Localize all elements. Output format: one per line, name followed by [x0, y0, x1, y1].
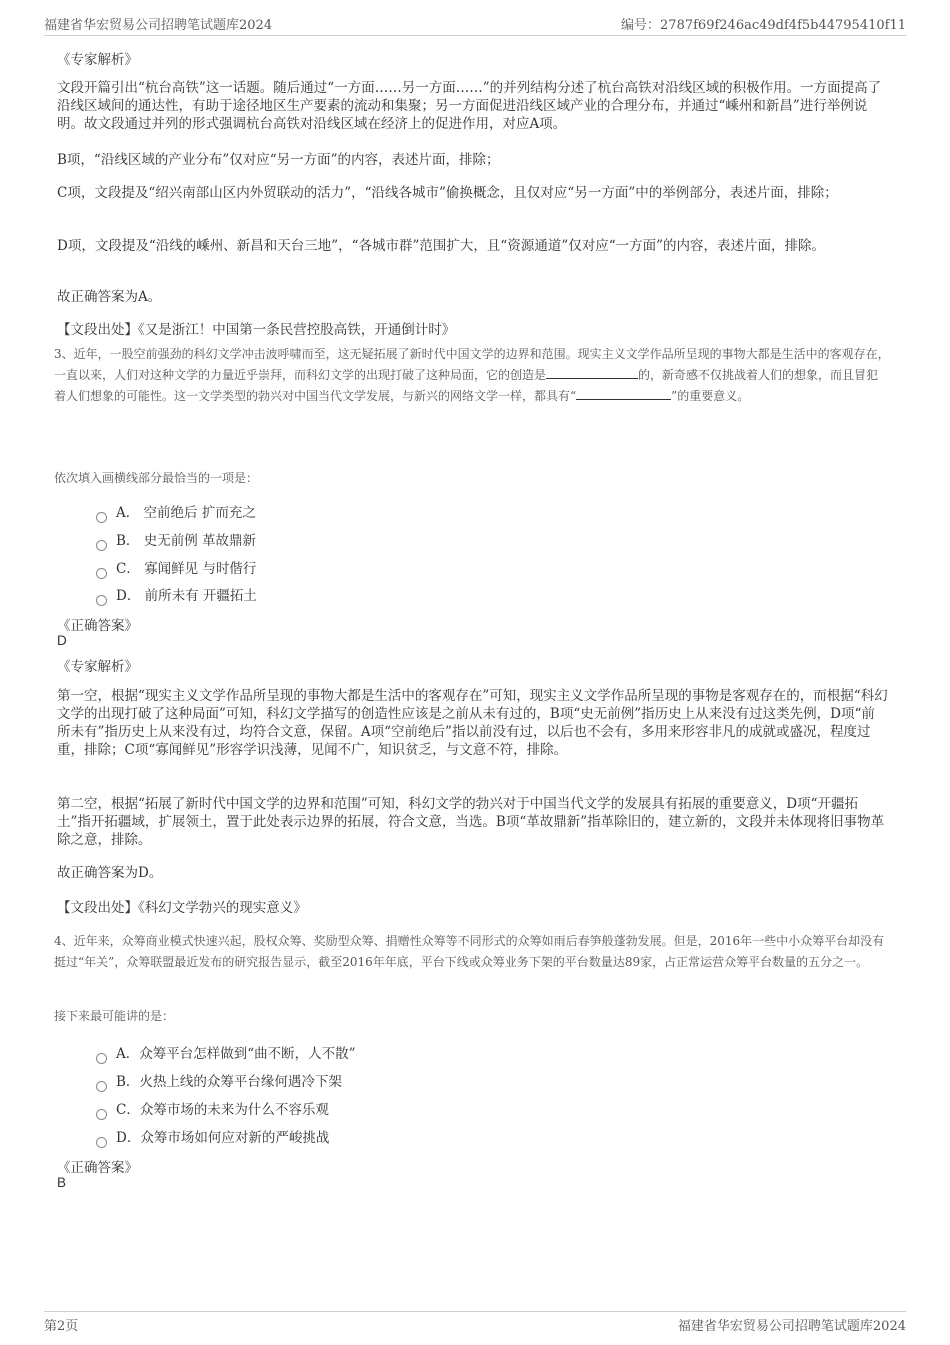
page-footer: [44, 1311, 906, 1336]
fill-blank: [576, 386, 671, 400]
q4-option-c[interactable]: [96, 1098, 329, 1118]
q3-stem-part: 3、近年，一股空前强劲的科幻文学冲击波呼啸而至，这无疑拓展了新时代中国文学的边界和范围。现实主义文学作品所呈现的事物大都是生活中的客观存在，一直以来，人们对这种文学的力量近乎崇拜，而科幻文学的出现打破了这种局面，它的创造是: [54, 347, 890, 382]
option-label: C．众筹市场的未来为什么不容乐观: [116, 1102, 329, 1118]
q3-source: 【文段出处】《科幻文学勃兴的现实意义》: [57, 900, 307, 916]
q4-stem: 4、近年来，众筹商业模式快速兴起，股权众筹、奖励型众筹、捐赠性众筹等不同形式的众筹如雨后春笋般蓬勃发展。但是，2016年一些中小众筹平台却没有挺过“年关”，众筹联盟最近发布的研究报告显示，截至2016年年底，平台下线或众筹业务下架的平台数量达89家，占正常运营众筹平台数量的五分之一。: [54, 934, 885, 969]
q2-analysis-paragraph: D项，文段提及“沿线的嵊州、新昌和天台三地”，“各城市群”范围扩大，且“资源通道”仅对应“一方面”的内容，表述片面，排除。: [57, 238, 826, 254]
q2-analysis-b: [57, 151, 888, 169]
option-label: B．火热上线的众筹平台缘何遇冷下架: [116, 1074, 342, 1090]
q3-analysis-1: [57, 687, 888, 759]
q2-conclusion: 故正确答案为A。: [57, 289, 162, 305]
radio-icon[interactable]: [96, 540, 107, 551]
q4-option-d[interactable]: [96, 1126, 329, 1146]
q4-answer: B: [57, 1175, 67, 1190]
correct-answer-label: 《正确答案》: [57, 618, 138, 634]
radio-icon[interactable]: [96, 512, 107, 523]
q4-prompt: 接下来最可能讲的是：: [54, 1009, 175, 1023]
q3-answer: D: [57, 633, 67, 648]
q2-analysis-paragraph: B项，“沿线区域的产业分布”仅对应“另一方面”的内容，表述片面，排除；: [57, 152, 500, 168]
q4-option-b[interactable]: [96, 1070, 342, 1090]
q3-option-d[interactable]: [96, 584, 257, 604]
q3-stem-part: 的，新奇感不仅挑战着人们的想象，而且冒犯着人们想象的可能性。这一文学类型的勃兴对中国当代文学发展，与新兴的网络文学一样，都具有“: [54, 368, 879, 403]
q2-analysis-paragraph: 文段开篇引出“杭台高铁”这一话题。随后通过“一方面……另一方面……”的并列结构分述了杭台高铁对沿线区域的积极作用。一方面提高了沿线区域间的通达性，有助于途径地区生产要素的流动和集聚；另一方面促进沿线区域产业的合理分布，并通过“嵊州和新昌”进行举例说明。故文段通过并列的形式强调杭台高铁对沿线区域在经济上的促进作用，对应A项。: [57, 80, 882, 132]
q3-prompt: 依次填入画横线部分最恰当的一项是：: [54, 471, 259, 485]
q3-option-a[interactable]: [96, 501, 256, 521]
q3-conclusion: 故正确答案为D。: [57, 865, 163, 881]
radio-icon[interactable]: [96, 1053, 107, 1064]
q3-option-c[interactable]: [96, 557, 256, 577]
q3-option-b[interactable]: [96, 529, 256, 549]
q4-option-a[interactable]: [96, 1042, 356, 1062]
page-number: 第2页: [44, 1319, 79, 1334]
expert-analysis-label: 《专家解析》: [57, 52, 138, 68]
q2-analysis-paragraph: C项，文段提及“绍兴南部山区内外贸联动的活力”，“沿线各城市”偷换概念，且仅对应“另一方面”中的举例部分，表述片面，排除；: [57, 185, 838, 201]
q3-analysis-paragraph: 第一空，根据“现实主义文学作品所呈现的事物大都是生活中的客观存在”可知，现实主义文学作品所呈现的事物是客观存在的，而根据“科幻文学的出现打破了这种局面”可知，科幻文学描写的创造性应该是之前从未有过的，B项“史无前例”指历史上从来没有过这类先例，D项“前所未有”指历史上从来没有过，均符合文意，保留。A项“空前绝后”指以前没有过，以后也不会有，多用来形容非凡的成就或盛况，程度过重，排除；C项“寡闻鲜见”形容学识浅薄，见闻不广，知识贫乏，与文意不符，排除。: [57, 688, 888, 758]
correct-answer-label: 《正确答案》: [57, 1160, 138, 1176]
option-label: A．众筹平台怎样做到“曲不断，人不散”: [116, 1046, 356, 1062]
q3-stem-part: ”的重要意义。: [671, 389, 750, 403]
option-label: A． 空前绝后 扩而充之: [116, 505, 256, 521]
q2-source: 【文段出处】《又是浙江！中国第一条民营控股高铁，开通倒计时》: [57, 322, 456, 338]
q3-stem: [54, 344, 890, 407]
q3-analysis-2: [57, 795, 888, 849]
radio-icon[interactable]: [96, 1109, 107, 1120]
option-label: B． 史无前例 革故鼎新: [116, 533, 257, 549]
q2-analysis-c: [57, 184, 888, 202]
q2-analysis-d: [57, 237, 888, 255]
option-label: D． 前所未有 开疆拓土: [116, 588, 257, 604]
footer-title: 福建省华宏贸易公司招聘笔试题库2024: [677, 1319, 906, 1334]
option-label: D．众筹市场如何应对新的严峻挑战: [116, 1130, 330, 1146]
fill-blank: [546, 365, 638, 379]
radio-icon[interactable]: [96, 568, 107, 579]
q2-analysis: [57, 79, 888, 133]
option-label: C． 寡闻鲜见 与时偕行: [116, 561, 257, 577]
expert-analysis-label: 《专家解析》: [57, 659, 138, 675]
page-header: [44, 13, 906, 36]
header-title: 福建省华宏贸易公司招聘笔试题库2024: [44, 18, 273, 33]
q3-analysis-paragraph: 第二空，根据“拓展了新时代中国文学的边界和范围”可知，科幻文学的勃兴对于中国当代文学的发展具有拓展的重要意义，D项“开疆拓土”指开拓疆域，扩展领土，置于此处表示边界的拓展，符合文意，当选。B项“革故鼎新”指革除旧的，建立新的，文段并未体现将旧事物革除之意，排除。: [57, 796, 885, 848]
radio-icon[interactable]: [96, 595, 107, 606]
header-serial-number: 编号：2787f69f246ac49df4f5b44795410f11: [621, 18, 906, 33]
radio-icon[interactable]: [96, 1081, 107, 1092]
radio-icon[interactable]: [96, 1137, 107, 1148]
